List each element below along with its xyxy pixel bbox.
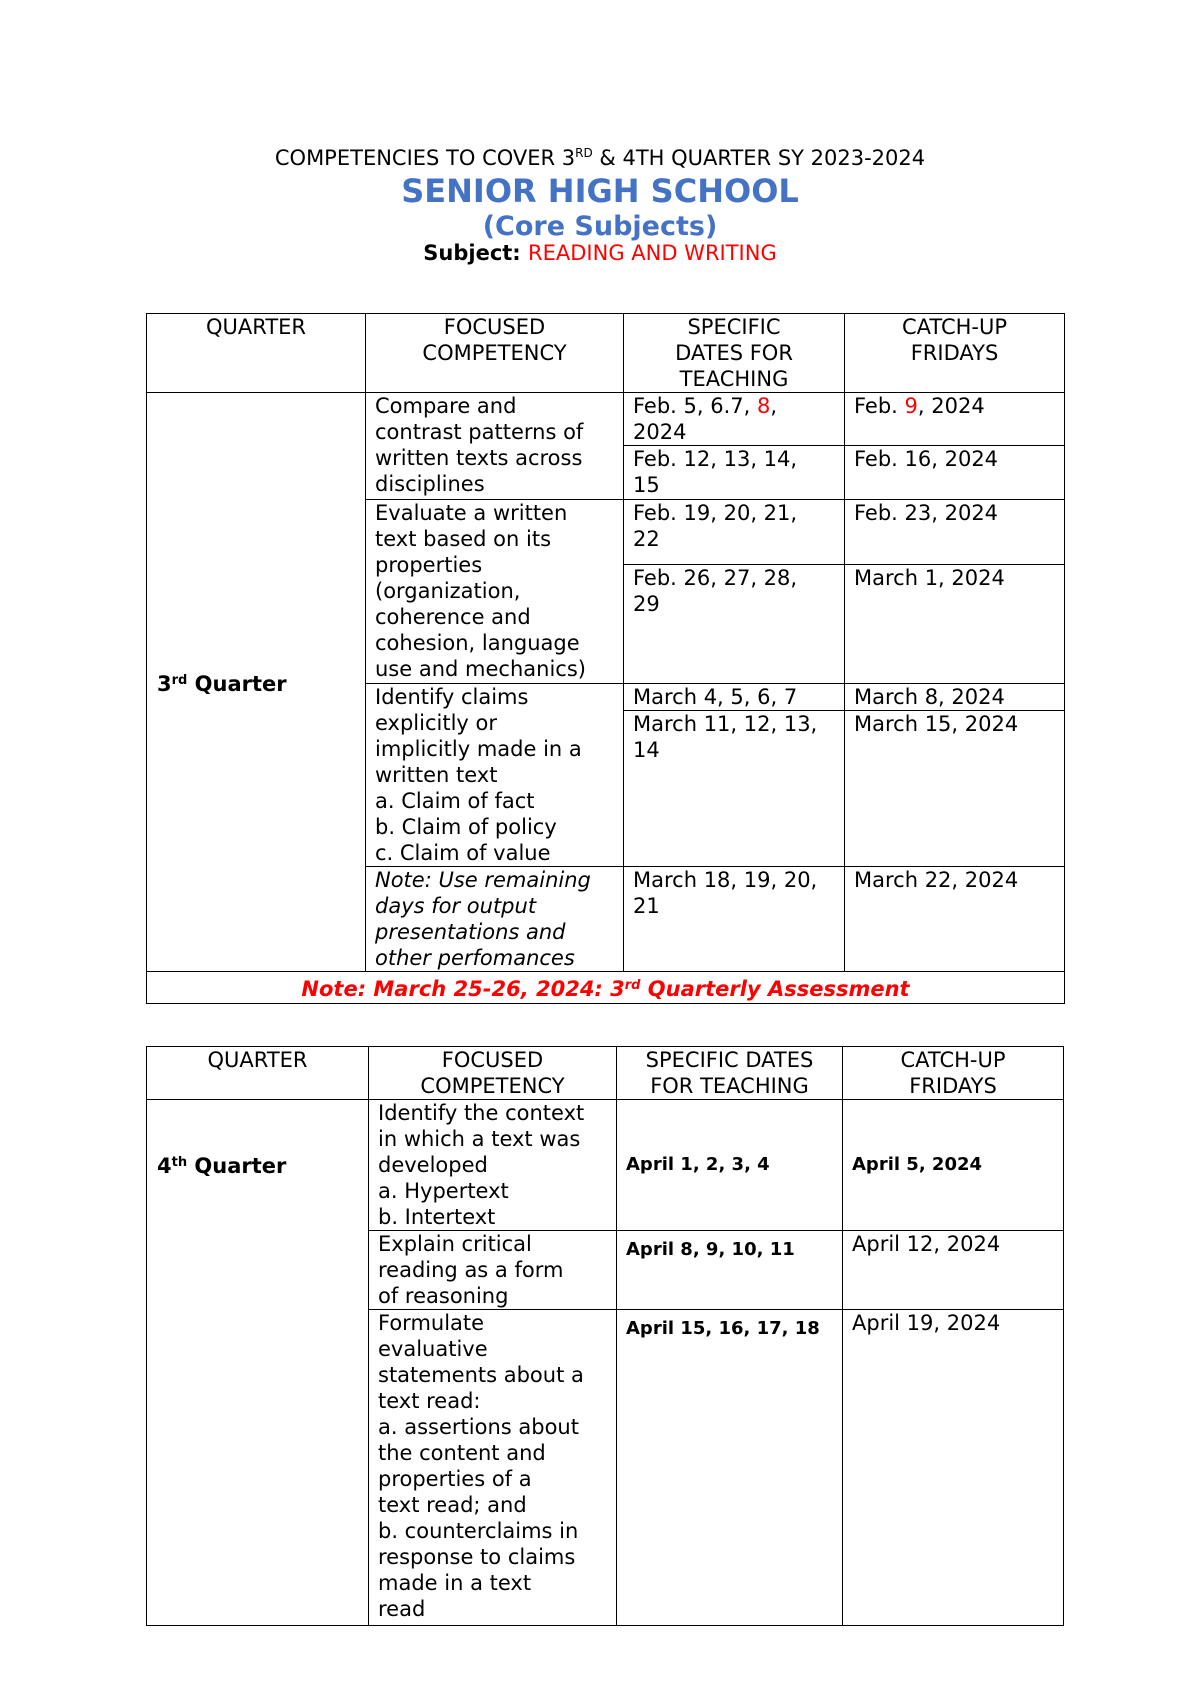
col-quarter: QUARTER <box>147 1047 369 1100</box>
col-fridays: CATCH-UP FRIDAYS <box>845 314 1065 393</box>
dates-cell: Feb. 12, 13, 14, 15 <box>624 446 845 500</box>
friday-cell: April 12, 2024 <box>843 1231 1064 1310</box>
dates-cell: March 11, 12, 13, 14 <box>624 711 845 867</box>
friday-cell: March 1, 2024 <box>845 565 1065 684</box>
table-header-row <box>147 1047 1064 1100</box>
core-subjects-title: (Core Subjects) <box>482 211 718 242</box>
competency-cell: Compare and contrast patterns of written texts across disciplines <box>366 393 624 500</box>
fourth-quarter-table <box>146 1046 1064 1626</box>
competency-note-cell: Note: Use remaining days for output presentations and other perfomances <box>366 867 624 972</box>
dates-cell: March 4, 5, 6, 7 <box>624 684 845 711</box>
dates-cell: April 1, 2, 3, 4 <box>617 1100 843 1231</box>
dates-cell: March 18, 19, 20, 21 <box>624 867 845 972</box>
dates-cell: Feb. 5, 6.7, 8, 2024 <box>624 393 845 446</box>
col-competency: FOCUSED COMPETENCY <box>369 1047 617 1100</box>
dates-cell: April 15, 16, 17, 18 <box>617 1310 843 1626</box>
competency-cell: Identify the context in which a text was developed a. Hypertext b. Intertext <box>369 1100 617 1231</box>
competency-cell: Identify claims explicitly or implicitly made in a written text a. Claim of fact b. Claim of policy c. Claim of value <box>366 684 624 867</box>
friday-cell: Feb. 23, 2024 <box>845 500 1065 565</box>
col-dates: SPECIFIC DATES FOR TEACHING <box>624 314 845 393</box>
quarter-label-4th: 4th Quarter <box>147 1100 369 1626</box>
assessment-note: Note: March 25-26, 2024: 3rd Quarterly Assessment <box>147 972 1065 1004</box>
table-header-row <box>147 314 1065 393</box>
subject-line: Subject: READING AND WRITING <box>423 241 777 265</box>
competency-cell: Evaluate a written text based on its properties (organization, coherence and cohesion, language use and mechanics) <box>366 500 624 684</box>
friday-cell: March 15, 2024 <box>845 711 1065 867</box>
competency-cell: Formulate evaluative statements about a text read: a. assertions about the content and properties of a text read; and b. counterclaims in response to claims made in a text read <box>369 1310 617 1626</box>
friday-cell: Feb. 16, 2024 <box>845 446 1065 500</box>
col-fridays: CATCH-UP FRIDAYS <box>843 1047 1064 1100</box>
dates-cell: April 8, 9, 10, 11 <box>617 1231 843 1310</box>
subject-value: READING AND WRITING <box>528 241 777 265</box>
friday-cell: April 5, 2024 <box>843 1100 1064 1231</box>
col-quarter: QUARTER <box>147 314 366 393</box>
col-dates: SPECIFIC DATES FOR TEACHING <box>617 1047 843 1100</box>
quarter-label-3rd: 3rd Quarter <box>147 393 366 972</box>
document-heading: COMPETENCIES TO COVER 3RD & 4TH QUARTER SY 2023-2024 <box>274 146 926 170</box>
friday-cell: April 19, 2024 <box>843 1310 1064 1626</box>
table-row <box>147 1100 1064 1231</box>
competency-cell: Explain critical reading as a form of reasoning <box>369 1231 617 1310</box>
dates-cell: Feb. 19, 20, 21, 22 <box>624 500 845 565</box>
friday-cell: Feb. 9, 2024 <box>845 393 1065 446</box>
third-quarter-table <box>146 313 1065 1004</box>
col-competency: FOCUSED COMPETENCY <box>366 314 624 393</box>
table-row <box>147 393 1065 446</box>
dates-cell: Feb. 26, 27, 28, 29 <box>624 565 845 684</box>
friday-cell: March 8, 2024 <box>845 684 1065 711</box>
friday-cell: March 22, 2024 <box>845 867 1065 972</box>
assessment-note-row <box>147 972 1065 1004</box>
school-title: SENIOR HIGH SCHOOL <box>401 172 799 210</box>
